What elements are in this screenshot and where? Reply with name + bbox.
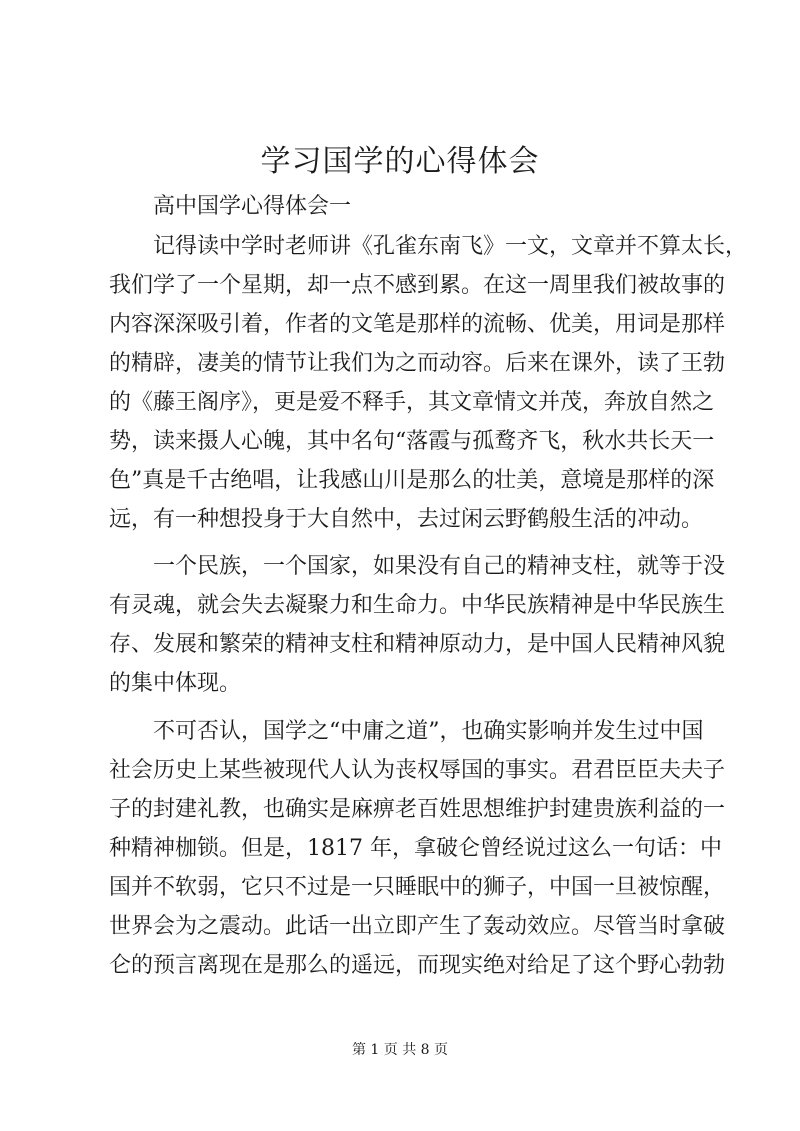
paragraph-line: 存、发展和繁荣的精神支柱和精神原动力，是中国人民精神风貌: [109, 632, 726, 657]
paragraph-line: 的精辟，凄美的情节让我们为之而动容。后来在课外，读了王勃: [109, 351, 726, 376]
paragraph-line: 的《藤王阁序》，更是爱不释手，其文章情文并茂，奔放自然之: [109, 390, 715, 415]
paragraph-line: 国并不软弱，它只不过是一只睡眠中的狮子，中国一旦被惊醒，: [109, 875, 726, 900]
paragraph-line: 世界会为之震动。此话一出立即产生了轰动效应。尽管当时拿破: [109, 914, 726, 939]
paragraph-line: 我们学了一个星期，却一点不感到累。在这一周里我们被故事的: [109, 273, 726, 298]
paragraph-line: 的集中体现。: [109, 671, 242, 696]
paragraph-line: 高中国学心得体会一: [153, 194, 352, 219]
paragraph-line: 色”真是千古绝唱，让我感山川是那么的壮美，意境是那样的深: [109, 468, 715, 493]
paragraph-line: 内容深深吸引着，作者的文笔是那样的流畅、优美，用词是那样: [109, 312, 726, 337]
document-title: 学习国学的心得体会: [260, 144, 540, 179]
page-footer: 第 1 页 共 8 页: [351, 1042, 449, 1058]
paragraph-line: 社会历史上某些被现代人认为丧权辱国的事实。君君臣臣夫夫子: [109, 758, 726, 783]
paragraph-line: 有灵魂，就会失去凝聚力和生命力。中华民族精神是中华民族生: [109, 593, 726, 618]
paragraph-line: 远，有一种想投身于大自然中，去过闲云野鹤般生活的冲动。: [109, 507, 704, 532]
paragraph-line: 子的封建礼教，也确实是麻痹老百姓思想维护封建贵族利益的一: [109, 797, 726, 822]
paragraph-line: 不可否认，国学之“中庸之道”，也确实影响并发生过中国: [153, 719, 704, 744]
paragraph-line: 种精神枷锁。但是，1817 年，拿破仑曾经说过这么一句话：中: [109, 836, 722, 861]
paragraph-line: 一个民族，一个国家，如果没有自己的精神支柱，就等于没: [153, 554, 726, 579]
paragraph-line: 势，读来摄人心魄，其中名句“落霞与孤鹜齐飞，秋水共长天一: [109, 429, 715, 454]
paragraph-line: 记得读中学时老师讲《孔雀东南飞》一文，文章并不算太长，: [153, 234, 748, 259]
paragraph-line: 仑的预言离现在是那么的遥远，而现实绝对给足了这个野心勃勃: [109, 953, 726, 978]
